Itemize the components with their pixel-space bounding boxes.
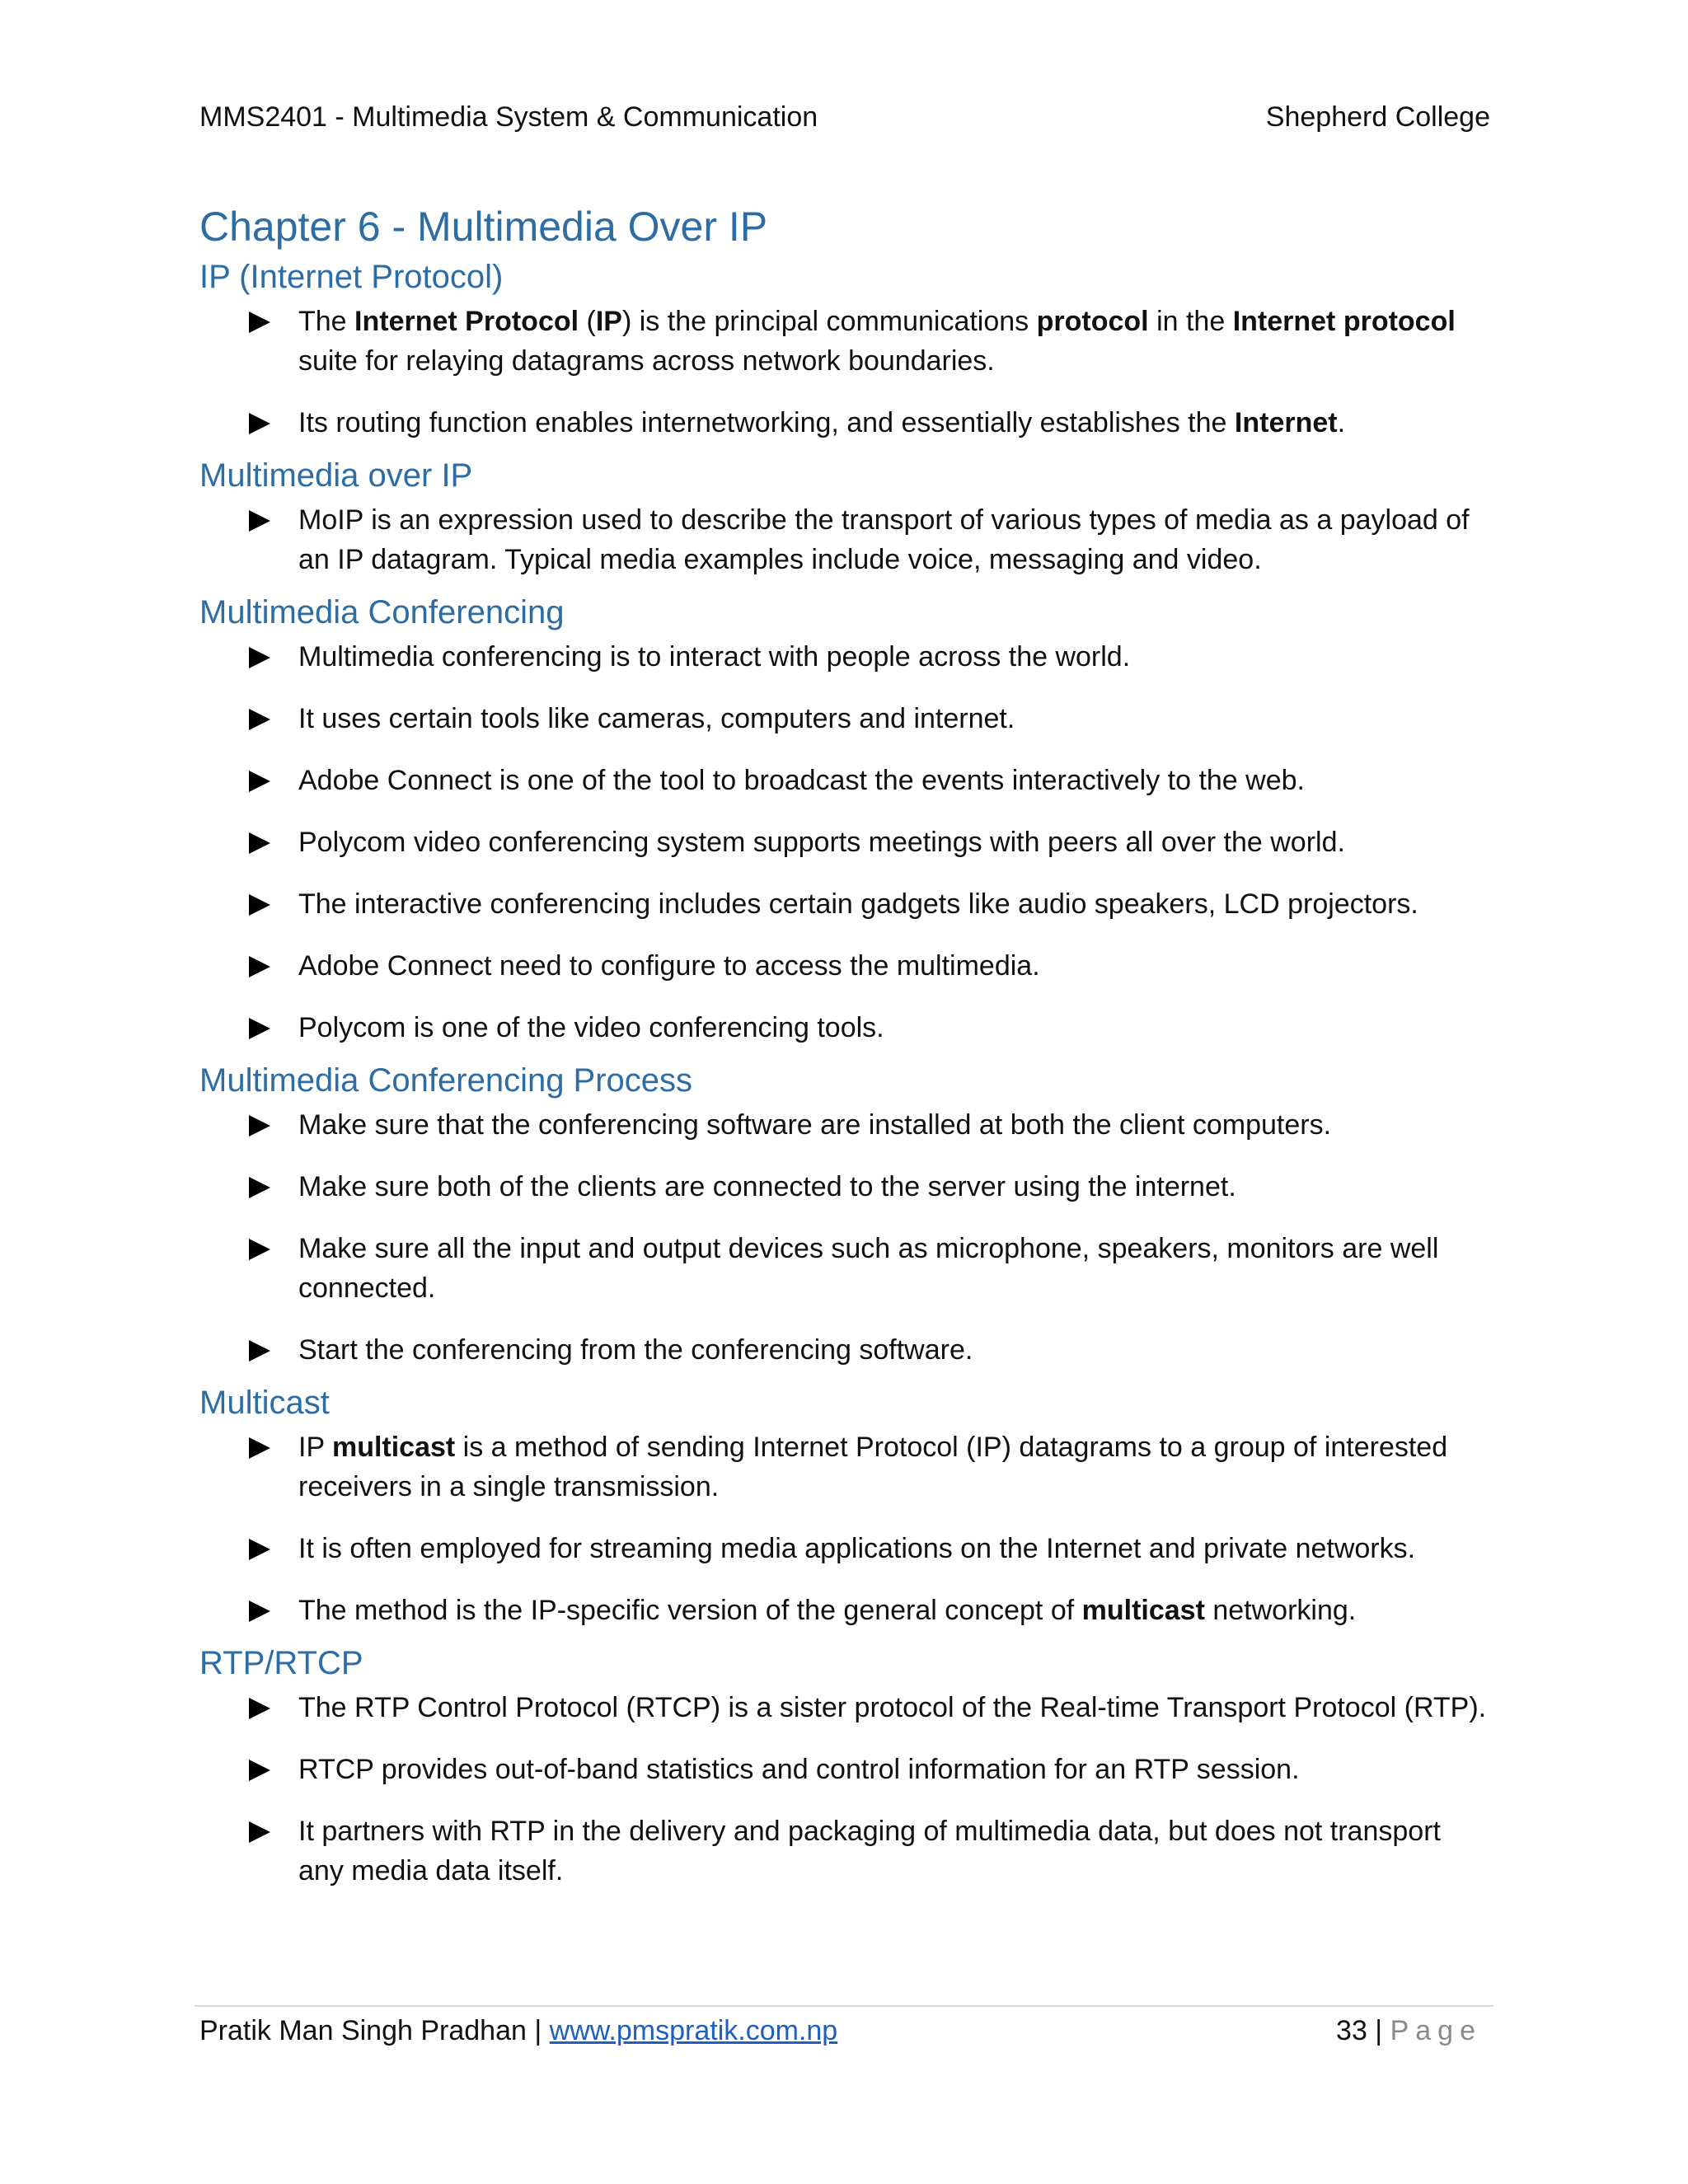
text-run: Multimedia conferencing is to interact with people across the world. [298,641,1131,673]
page-content [199,198,1493,1899]
bullet-item [199,1167,1493,1207]
text-run: is a method of sending Internet Protocol (IP) datagrams to a group of interested receivers in a single transmission. [298,1432,1448,1502]
text-run: suite for relaying datagrams across network boundaries. [298,345,995,377]
bullet-list [199,302,1493,443]
bullet-item [199,1427,1493,1507]
triangle-bullet-icon [249,413,270,434]
bullet-item [199,1229,1493,1308]
text-run: Polycom video conferencing system supports meetings with peers all over the world. [298,827,1345,858]
text-run: . [1337,407,1346,438]
bullet-item [199,1688,1493,1727]
bullet-item [199,1330,1493,1370]
footer-left [199,2011,837,2050]
page-word: Page [1390,2015,1482,2046]
page-number: 33 [1336,2015,1367,2046]
bullet-item [199,946,1493,986]
text-run: The method is the IP-specific version of the general concept of [298,1595,1082,1626]
text-run: IP [298,1432,332,1463]
bold-text-run: multicast [1081,1595,1205,1626]
triangle-bullet-icon [249,1698,270,1719]
page-number-separator: | [1367,2015,1390,2046]
footer-right [1336,2011,1482,2050]
text-run: It uses certain tools like cameras, computers and internet. [298,703,1015,734]
text-run: Make sure that the conferencing software are installed at both the client computers. [298,1109,1332,1141]
bullet-item [199,1750,1493,1789]
sections-container [199,255,1493,1891]
text-run: Adobe Connect need to configure to access the multimedia. [298,950,1040,982]
bullet-list [199,637,1493,1047]
triangle-bullet-icon [249,1115,270,1137]
text-run: The RTP Control Protocol (RTCP) is a sister protocol of the Real-time Transport Protocol (RTP). [298,1692,1487,1723]
text-run: Its routing function enables internetworking, and essentially establishes the [298,407,1235,438]
page-footer [199,2011,1482,2050]
page-header [199,97,1490,137]
bullet-item [199,823,1493,862]
triangle-bullet-icon [249,1601,270,1622]
footer-divider [195,2005,1493,2007]
bullet-item [199,1591,1493,1630]
triangle-bullet-icon [249,1239,270,1260]
bold-text-run: protocol [1036,306,1149,337]
triangle-bullet-icon [249,1539,270,1560]
bullet-item [199,1008,1493,1047]
text-run: It is often employed for streaming media applications on the Internet and private networks. [298,1533,1416,1564]
triangle-bullet-icon [249,1340,270,1361]
section-title: RTP/RTCP [199,1645,363,1681]
triangle-bullet-icon [249,771,270,792]
triangle-bullet-icon [249,894,270,916]
triangle-bullet-icon [249,1821,270,1843]
bullet-item [199,699,1493,738]
bullet-item [199,1529,1493,1568]
bullet-list [199,1105,1493,1370]
text-run: ) is the principal communications [621,306,1037,337]
footer-author: Pratik Man Singh Pradhan [199,2015,527,2046]
bullet-list [199,500,1493,579]
bullet-item [199,637,1493,677]
bold-text-run: IP [595,306,622,337]
bullet-list [199,1688,1493,1891]
triangle-bullet-icon [249,312,270,333]
triangle-bullet-icon [249,647,270,668]
bold-text-run: Internet protocol [1232,306,1456,337]
text-run: Adobe Connect is one of the tool to broadcast the events interactively to the web. [298,765,1305,796]
bullet-list [199,1427,1493,1630]
text-run: networking. [1204,1595,1357,1626]
chapter-title: Chapter 6 - Multimedia Over IP [199,204,768,250]
triangle-bullet-icon [249,832,270,854]
triangle-bullet-icon [249,1760,270,1781]
text-run: Start the conferencing from the conferencing software. [298,1334,973,1366]
text-run: The interactive conferencing includes certain gadgets like audio speakers, LCD projectors. [298,888,1418,920]
section-title: Multimedia over IP [199,457,473,494]
bold-text-run: Internet Protocol [354,306,579,337]
bullet-item [199,500,1493,579]
bullet-item [199,761,1493,800]
footer-website-link[interactable]: www.pmspratik.com.np [549,2015,838,2046]
section-title: Multicast [199,1385,330,1421]
bullet-item [199,403,1493,443]
text-run: Polycom is one of the video conferencing tools. [298,1012,884,1043]
text-run: The [298,306,355,337]
triangle-bullet-icon [249,1437,270,1459]
text-run: Make sure all the input and output devices such as microphone, speakers, monitors are well connected. [298,1233,1439,1304]
bold-text-run: Internet [1234,407,1338,438]
text-run: ( [579,306,596,337]
text-run: Make sure both of the clients are connected to the server using the internet. [298,1171,1236,1202]
triangle-bullet-icon [249,1018,270,1039]
bullet-item [199,884,1493,924]
bullet-item [199,1811,1493,1891]
section-title: Multimedia Conferencing Process [199,1062,693,1099]
triangle-bullet-icon [249,1177,270,1198]
triangle-bullet-icon [249,709,270,730]
header-course-title: MMS2401 - Multimedia System & Communication [199,101,818,133]
bold-text-run: multicast [331,1432,456,1463]
footer-separator: | [526,2015,550,2046]
section-title: IP (Internet Protocol) [199,259,504,295]
section-title: Multimedia Conferencing [199,594,565,630]
text-run: in the [1148,306,1233,337]
bullet-item [199,302,1493,381]
bullet-item [199,1105,1493,1145]
text-run: It partners with RTP in the delivery and packaging of multimedia data, but does not transport any media data itself. [298,1816,1441,1886]
header-college-name: Shepherd College [1265,101,1490,133]
text-run: RTCP provides out-of-band statistics and control information for an RTP session. [298,1754,1300,1785]
triangle-bullet-icon [249,956,270,977]
triangle-bullet-icon [249,510,270,532]
text-run: MoIP is an expression used to describe the transport of various types of media as a payload of an IP datagram. Typical media examples include voice, messaging and video. [298,504,1470,575]
